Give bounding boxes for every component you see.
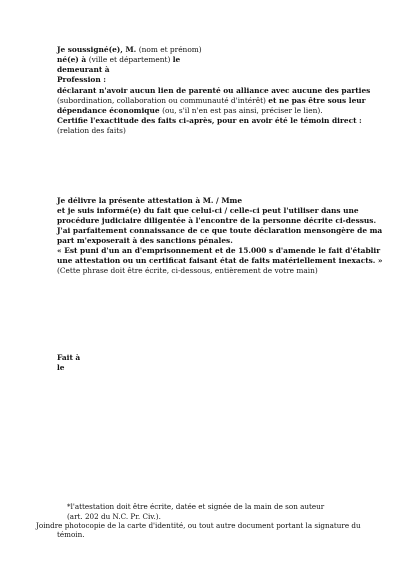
footnote-line-4: témoin. [57, 530, 85, 539]
knowledge-line: J'ai parfaitement connaissance de ce que toute déclaration mensongère de ma [57, 226, 383, 235]
footnote-line-3: Joindre photocopie de la carte d'identité, ou tout autre document portant la signature du [36, 521, 361, 530]
handwriting-hint-line: (Cette phrase doit être écrite, ci-dessous, entièrement de votre main) [57, 266, 318, 275]
address-line: demeurant à [57, 65, 110, 74]
birth-line [57, 55, 180, 64]
identity-hint: (nom et prénom) [138, 45, 202, 54]
identity-bold: Je soussigné(e), M. [57, 45, 139, 54]
dependence-bold: dépendance économique [57, 106, 163, 115]
subordination-line [57, 96, 366, 105]
date-label: le [57, 363, 65, 372]
deliver-line: Je délivre la présente attestation à M. / Mme [57, 196, 243, 205]
false-attestation-line: une attestation ou un certificat faisant état de faits matériellement inexacts. » [57, 256, 383, 265]
subordination-bold: et ne pas être sous leur [268, 96, 366, 105]
birth-hint: (ville et département) [88, 55, 173, 64]
no-relation-line: déclarant n'avoir aucun lien de parenté ou alliance avec aucune des parties [57, 86, 371, 95]
footnote-line-1: *l'attestation doit être écrite, datée et signée de la main de son auteur [67, 502, 325, 511]
profession-line: Profession : [57, 75, 106, 84]
informed-line: et je suis informé(e) du fait que celui-ci / celle-ci peut l'utiliser dans une [57, 206, 359, 215]
sanctions-line: part m'exposerait à des sanctions pénales. [57, 236, 233, 245]
relation-hint-line: (relation des faits) [57, 126, 126, 135]
procedure-line: procédure judiciaire diligentée à l'encontre de la personne décrite ci-dessus. [57, 216, 377, 225]
identity-line [57, 45, 202, 54]
subordination-hint: (subordination, collaboration ou communauté d'intérêt) [57, 96, 269, 105]
fait-a-label: Fait à [57, 353, 81, 362]
birth-bold: né(e) à [57, 55, 89, 64]
certify-line: Certifie l'exactitude des faits ci-après, pour en avoir été le témoin direct : [57, 116, 362, 125]
dependence-hint: (ou, s'il n'en est pas ainsi, préciser le lien). [162, 106, 323, 115]
punishment-line: « Est puni d'un an d'emprisonnement et de 15.000 s d'amende le fait d'établir [57, 246, 381, 255]
footnote-line-2: (art. 202 du N.C. Pr. Civ.). [67, 512, 161, 521]
dependence-line [57, 106, 323, 115]
birth-bold-end: le [172, 55, 181, 64]
